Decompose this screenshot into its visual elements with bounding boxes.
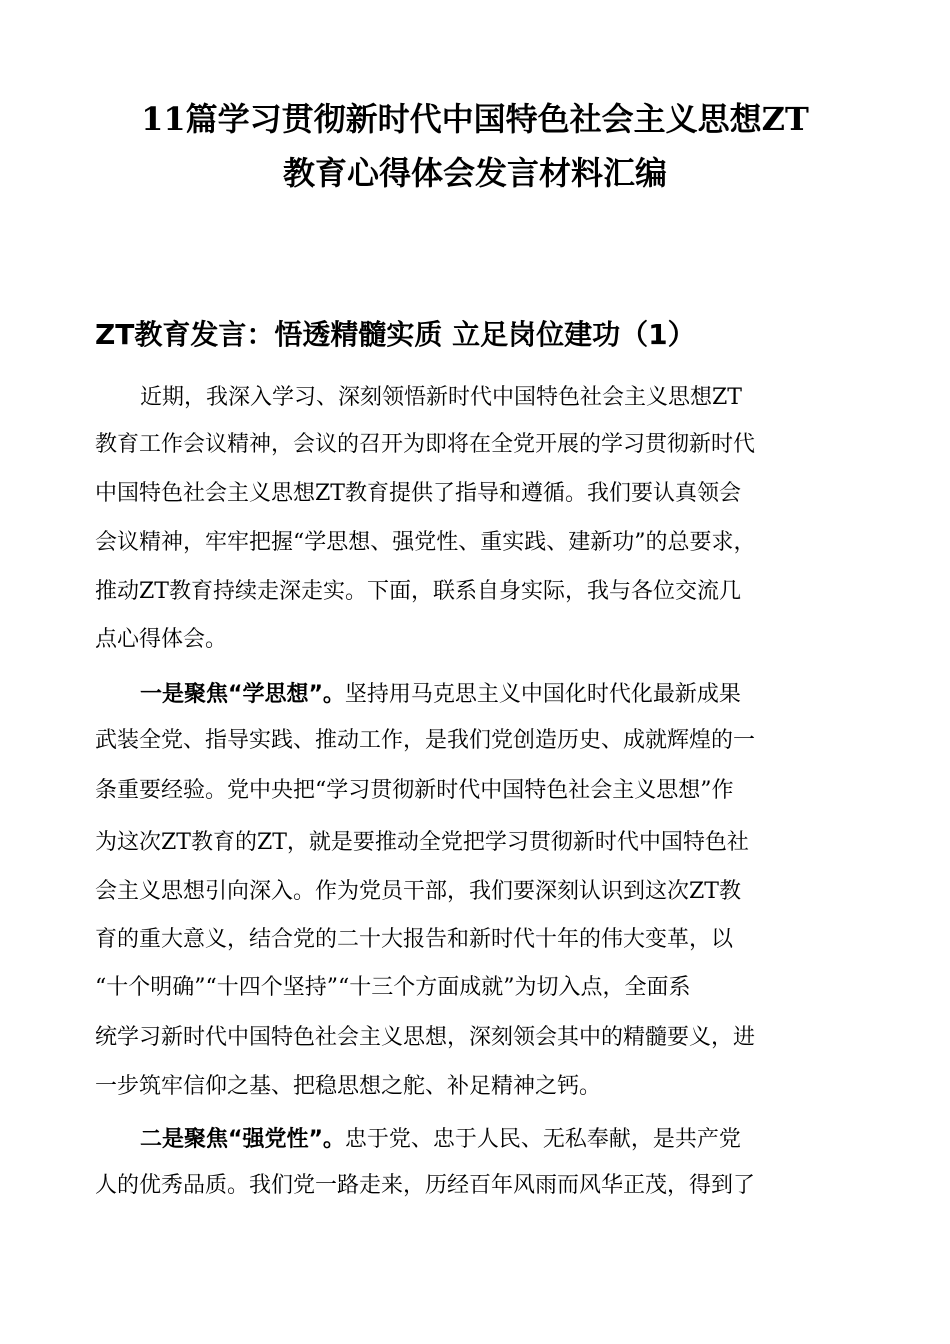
paragraph-line: 推动ZT教育持续走深走实。下面，联系自身实际，我与各位交流几 <box>95 579 741 604</box>
paragraph-line: 一步筑牢信仰之基、把稳思想之舵、补足精神之钙。 <box>95 1074 602 1099</box>
paragraph-line: 条重要经验。党中央把“学习贯彻新时代中国特色社会主义思想”作 <box>95 778 734 803</box>
paragraph-line: 育的重大意义，结合党的二十大报告和新时代十年的伟大变革，以 <box>95 927 734 952</box>
paragraph-line <box>140 677 741 713</box>
paragraph-line: 近期，我深入学习、深刻领悟新时代中国特色社会主义思想ZT <box>140 385 742 410</box>
paragraph-line: 会主义思想引向深入。作为党员干部，我们要深刻认识到这次ZT教 <box>95 879 741 904</box>
document-title-line-1: 11篇学习贯彻新时代中国特色社会主义思想ZT <box>141 100 809 138</box>
paragraph-lead: 二是聚焦“强党性”。 <box>140 1127 345 1152</box>
paragraph-line: 教育工作会议精神，会议的召开为即将在全党开展的学习贯彻新时代 <box>95 432 756 457</box>
paragraph-text: 坚持用马克思主义中国化时代化最新成果 <box>344 682 741 707</box>
paragraph-line: 武装全党、指导实践、推动工作，是我们党创造历史、成就辉煌的一 <box>95 728 756 753</box>
paragraph-line: 统学习新时代中国特色社会主义思想，深刻领会其中的精髓要义，进 <box>95 1025 756 1050</box>
document-title-line-2: 教育心得体会发言材料汇编 <box>282 154 667 192</box>
section-heading: ZT教育发言：悟透精髓实质 立足岗位建功（1） <box>95 318 696 351</box>
paragraph-line: 中国特色社会主义思想ZT教育提供了指导和遵循。我们要认真领会 <box>95 481 741 506</box>
paragraph-line: 为这次ZT教育的ZT，就是要推动全党把学习贯彻新时代中国特色社 <box>95 830 749 855</box>
paragraph-line: “十个明确”“十四个坚持”“十三个方面成就”为切入点，全面系 <box>95 975 691 1000</box>
paragraph-line: 会议精神，牢牢把握“学思想、强党性、重实践、建新功”的总要求， <box>95 530 756 555</box>
paragraph-line <box>140 1122 741 1158</box>
paragraph-text: 忠于党、忠于人民、无私奉献，是共产党 <box>344 1127 741 1152</box>
paragraph-line: 人的优秀品质。我们党一路走来，历经百年风雨而风华正茂，得到了 <box>95 1173 756 1198</box>
paragraph-line: 点心得体会。 <box>95 627 228 652</box>
paragraph-lead: 一是聚焦“学思想”。 <box>140 682 345 707</box>
